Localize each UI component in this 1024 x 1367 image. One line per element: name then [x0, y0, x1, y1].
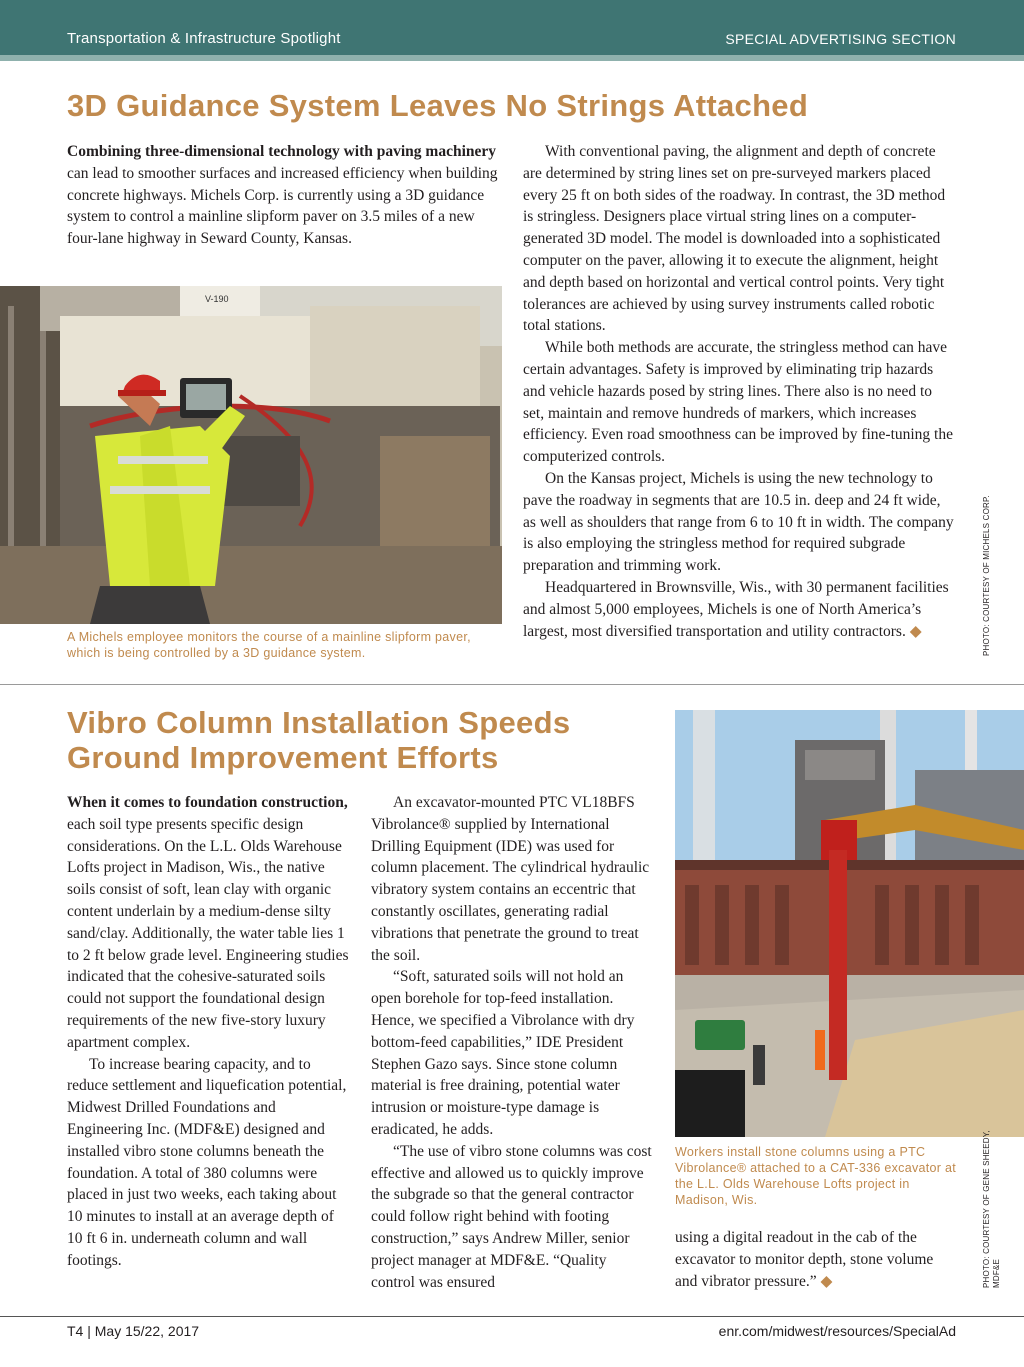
- article1-photo-credit: PHOTO: COURTESY OF MICHELS CORP.: [982, 495, 991, 656]
- article1-photo-caption: A Michels employee monitors the course of a mainline slipform paver, which is being controlled by a 3D guidance system.: [67, 630, 471, 660]
- end-mark: ◆: [820, 1272, 833, 1290]
- article2-headline: Vibro Column Installation Speeds Ground Improvement Efforts: [67, 705, 571, 775]
- article2-column-left: [67, 792, 349, 1272]
- article2-column-middle: [371, 792, 653, 1293]
- page-folio: T4 | May 15/22, 2017: [67, 1323, 200, 1339]
- article2-paragraph: To increase bearing capacity, and to reduce settlement and liquefication potential, Midwest Drilled Foundations and Engineering Inc. (MDF&E) designed and installed vibro stone columns beneath the foundation. A total of 380 columns were placed in just two weeks, each taking about 10 minutes to install at an average depth of 10 ft 6 in. underneath column and wall footings.: [67, 1055, 347, 1269]
- article1-paragraph: With conventional paving, the alignment and depth of concrete are determined by string lines set on pre-surveyed markers placed every 25 ft on both sides of the roadway. In contrast, the 3D method is stringless. Designers place virtual string lines on a computer-generated 3D model. The model is downloaded into a sophisticated computer on the paver, allowing it to execute the alignment, height and depth based on horizontal and vertical control points. Very tight tolerances are achieved by using survey instruments called robotic total stations.: [523, 143, 946, 335]
- article2-lede-text: each soil type presents specific design considerations. On the L.L. Olds Warehouse Lofts project in Madison, Wis., the native soils consist of soft, lean clay with organic content underlain by a medium-dense silty sand/clay. Additionally, the water table lies 1 to 2 ft below grade level. Engineering studies indicated that the cohesive-saturated soils could not support the foundational design requirements of the new five-story luxury apartment complex.: [67, 815, 349, 1051]
- section-title: Transportation & Infrastructure Spotlight: [67, 30, 341, 47]
- article2-paragraph: An excavator-mounted PTC VL18BFS Vibrolance® supplied by International Drilling Equipment (IDE) was used for column placement. The cylindrical hydraulic vibratory system contains an eccentric that constantly oscillates, generating radial vibrations that penetrate the ground to treat the soil.: [371, 794, 650, 964]
- article1-lede-text: can lead to smoother surfaces and increased efficiency when building concrete highways. Michels Corp. is currently using a 3D guidance system to control a mainline slipform paver on 3.5 miles of a new four-lane highway in Seward County, Kansas.: [67, 164, 498, 248]
- paver-label: V-190: [205, 294, 229, 304]
- article1-body: [523, 141, 955, 642]
- article1-paragraph: On the Kansas project, Michels is using the new technology to pave the roadway in segments that are 10.5 in. deep and 24 ft wide, as well as shoulders that range from 6 to 10 ft in width. The company is also employing the stringless method for required subgrade preparation and trimming work.: [523, 469, 954, 575]
- article1-paragraph: Headquartered in Brownsville, Wis., with 30 permanent facilities and almost 5,000 employees, Michels is one of North America’s largest, most diversified transportation and utility contractors.: [523, 578, 949, 640]
- article2-column-right: [675, 1227, 957, 1292]
- credit-line: MDF&E: [992, 1259, 1001, 1288]
- article2-lede-bold: When it comes to foundation construction,: [67, 794, 348, 811]
- article1-lede-bold: Combining three-dimensional technology with paving machinery: [67, 143, 497, 160]
- article1-paragraph: While both methods are accurate, the stringless method can have certain advantages. Safety is improved by eliminating trip hazards and vehicle hazards posed by string lines. There also is no need to set, maintain and remove hundreds of markers, which increases efficiency. Even road smoothness can be improved by fine-tuning the computerized controls.: [523, 339, 953, 466]
- excavator-photo: [675, 710, 1024, 1137]
- advertising-label: SPECIAL ADVERTISING SECTION: [725, 31, 956, 47]
- end-mark: ◆: [909, 622, 922, 640]
- article-divider: [0, 684, 1024, 685]
- article2-paragraph: “Soft, saturated soils will not hold an open borehole for top-feed installation. Hence, we specified a Vibrolance with dry bottom-feed capabilities,” IDE President Stephen Gazo says. Since stone column material is free draining, potential water intrusion or moisture-type damage is eradicated, he adds.: [371, 968, 635, 1138]
- paver-photo: [0, 286, 502, 624]
- article1-intro: [67, 141, 499, 250]
- section-header-rule: [0, 55, 1024, 61]
- footer-rule: [0, 1316, 1024, 1317]
- footer-url[interactable]: enr.com/midwest/resources/SpecialAd: [718, 1323, 956, 1339]
- article2-photo-caption: Workers install stone columns using a PTC Vibrolance® attached to a CAT-336 excavator at the L.L. Olds Warehouse Lofts project in Madison, Wis.: [675, 1145, 957, 1207]
- article2-paragraph: using a digital readout in the cab of the excavator to monitor depth, stone volume and vibrator pressure.”: [675, 1229, 934, 1290]
- article2-photo-credit: [982, 1130, 1002, 1288]
- article2-paragraph: “The use of vibro stone columns was cost effective and allowed us to quickly improve the subgrade so that the general contractor could follow right behind with footing construction,” says Andrew Miller, senior project manager at MDF&E. “Quality control was ensured: [371, 1142, 652, 1291]
- credit-line: PHOTO: COURTESY OF GENE SHEEDY,: [982, 1130, 991, 1288]
- article1-headline: 3D Guidance System Leaves No Strings Attached: [67, 88, 809, 123]
